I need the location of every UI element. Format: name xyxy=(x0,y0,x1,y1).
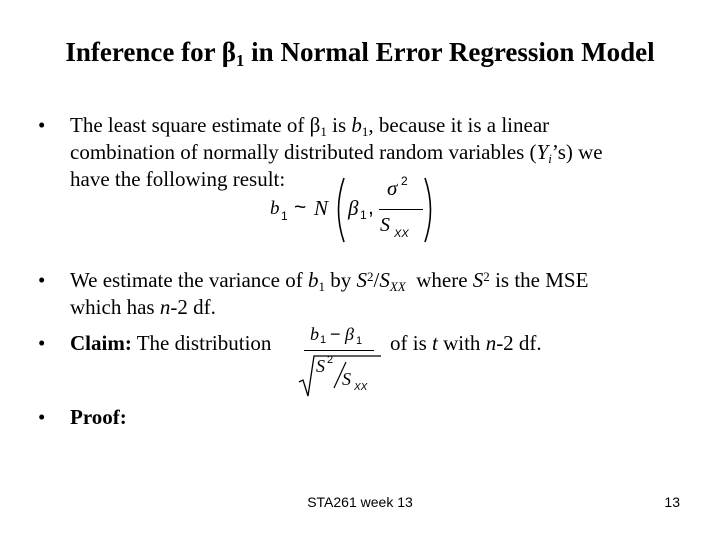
eq2-fraction-bar xyxy=(304,350,374,351)
eq-beta-sub: 1 xyxy=(360,208,367,222)
eq-fraction-bar xyxy=(379,209,423,210)
bullet-2-line-2 xyxy=(70,295,216,319)
eq2-S: S xyxy=(316,356,325,376)
title-post: in Normal Error Regression Model xyxy=(244,37,655,67)
text-segment: where xyxy=(405,268,473,292)
eq-comma: , xyxy=(368,196,374,219)
claim-label: Claim: xyxy=(70,331,132,355)
eq2-b: b xyxy=(310,324,319,344)
proof-label: Proof: xyxy=(70,405,127,429)
text-italic: n xyxy=(159,295,171,319)
eq-beta: β xyxy=(348,196,359,220)
text-segment: We estimate the variance of xyxy=(70,268,308,292)
bullet-3-claim-cont xyxy=(390,331,542,355)
eq2-beta: β xyxy=(345,324,354,344)
eq2-Sxx-sub: XX xyxy=(354,382,368,393)
bullet-4-proof xyxy=(70,405,127,429)
eq2-beta-sub: 1 xyxy=(356,335,363,347)
bullet-marker: • xyxy=(38,331,46,355)
bullet-2-line-1 xyxy=(70,268,588,295)
slide-footer: STA261 week 13 xyxy=(307,494,413,510)
title-pre: Inference for β xyxy=(65,37,237,67)
eq-N: N xyxy=(314,196,329,220)
text-italic: S xyxy=(472,268,484,292)
text-segment: The distribution xyxy=(131,331,272,355)
text-subscript: 1 xyxy=(318,278,325,294)
text-subscript: XX xyxy=(389,278,406,294)
text-segment: with xyxy=(437,331,486,355)
slide-title xyxy=(0,34,720,74)
text-segment: which has xyxy=(70,295,160,319)
slide-number: 13 xyxy=(664,494,680,510)
bullet-1-line-3: have the following result: xyxy=(70,167,286,191)
text-segment: ’s) we xyxy=(551,140,603,164)
text-segment: / xyxy=(373,268,380,292)
bullet-marker: • xyxy=(38,405,46,429)
eq-sigma-sup: 2 xyxy=(401,174,408,188)
text-segment: of is xyxy=(390,331,432,355)
eq-sigma: σ xyxy=(387,176,398,200)
text-italic: S xyxy=(379,268,390,292)
eq2-Sxx: S xyxy=(342,369,351,389)
text-italic: Y xyxy=(536,140,549,164)
eq-b: b xyxy=(270,198,280,219)
text-segment: -2 df. xyxy=(170,295,216,319)
text-italic: b xyxy=(307,268,319,292)
eq-right-paren xyxy=(423,176,437,244)
text-subscript: 1 xyxy=(320,123,327,139)
text-segment: -2 df. xyxy=(496,331,542,355)
eq-sim: ~ xyxy=(294,196,307,219)
text-subscript: i xyxy=(548,150,552,166)
text-italic: t xyxy=(432,331,438,355)
text-segment: , because it is a linear xyxy=(368,113,550,137)
text-segment: combination of normally distributed random variables ( xyxy=(70,140,537,164)
text-superscript: 2 xyxy=(483,268,490,284)
text-segment: by xyxy=(324,268,357,292)
bullet-1-line-2 xyxy=(70,140,603,167)
bullet-marker: • xyxy=(38,268,46,292)
text-italic: n xyxy=(485,331,497,355)
text-superscript: 2 xyxy=(366,268,374,284)
text-segment: is the MSE xyxy=(489,268,589,292)
title-sub: 1 xyxy=(236,51,245,71)
text-segment: is xyxy=(326,113,352,137)
equation-distribution-b1 xyxy=(270,174,440,246)
equation-t-statistic xyxy=(298,324,388,398)
eq2-S-sup: 2 xyxy=(327,354,334,366)
text-italic: b xyxy=(351,113,362,137)
eq-left-paren xyxy=(332,176,346,244)
eq2-minus: − xyxy=(330,324,341,344)
text-italic: S xyxy=(356,268,367,292)
eq-S-sub: XX xyxy=(394,228,409,240)
eq-S: S xyxy=(380,214,390,236)
eq2-b-sub: 1 xyxy=(320,334,327,346)
text-subscript: 1 xyxy=(361,123,369,139)
bullet-1-line-1 xyxy=(70,113,549,140)
bullet-marker: • xyxy=(38,113,46,137)
eq-b-sub: 1 xyxy=(281,209,288,223)
bullet-3-claim xyxy=(70,331,271,355)
text-segment: The least square estimate of β xyxy=(70,113,321,137)
